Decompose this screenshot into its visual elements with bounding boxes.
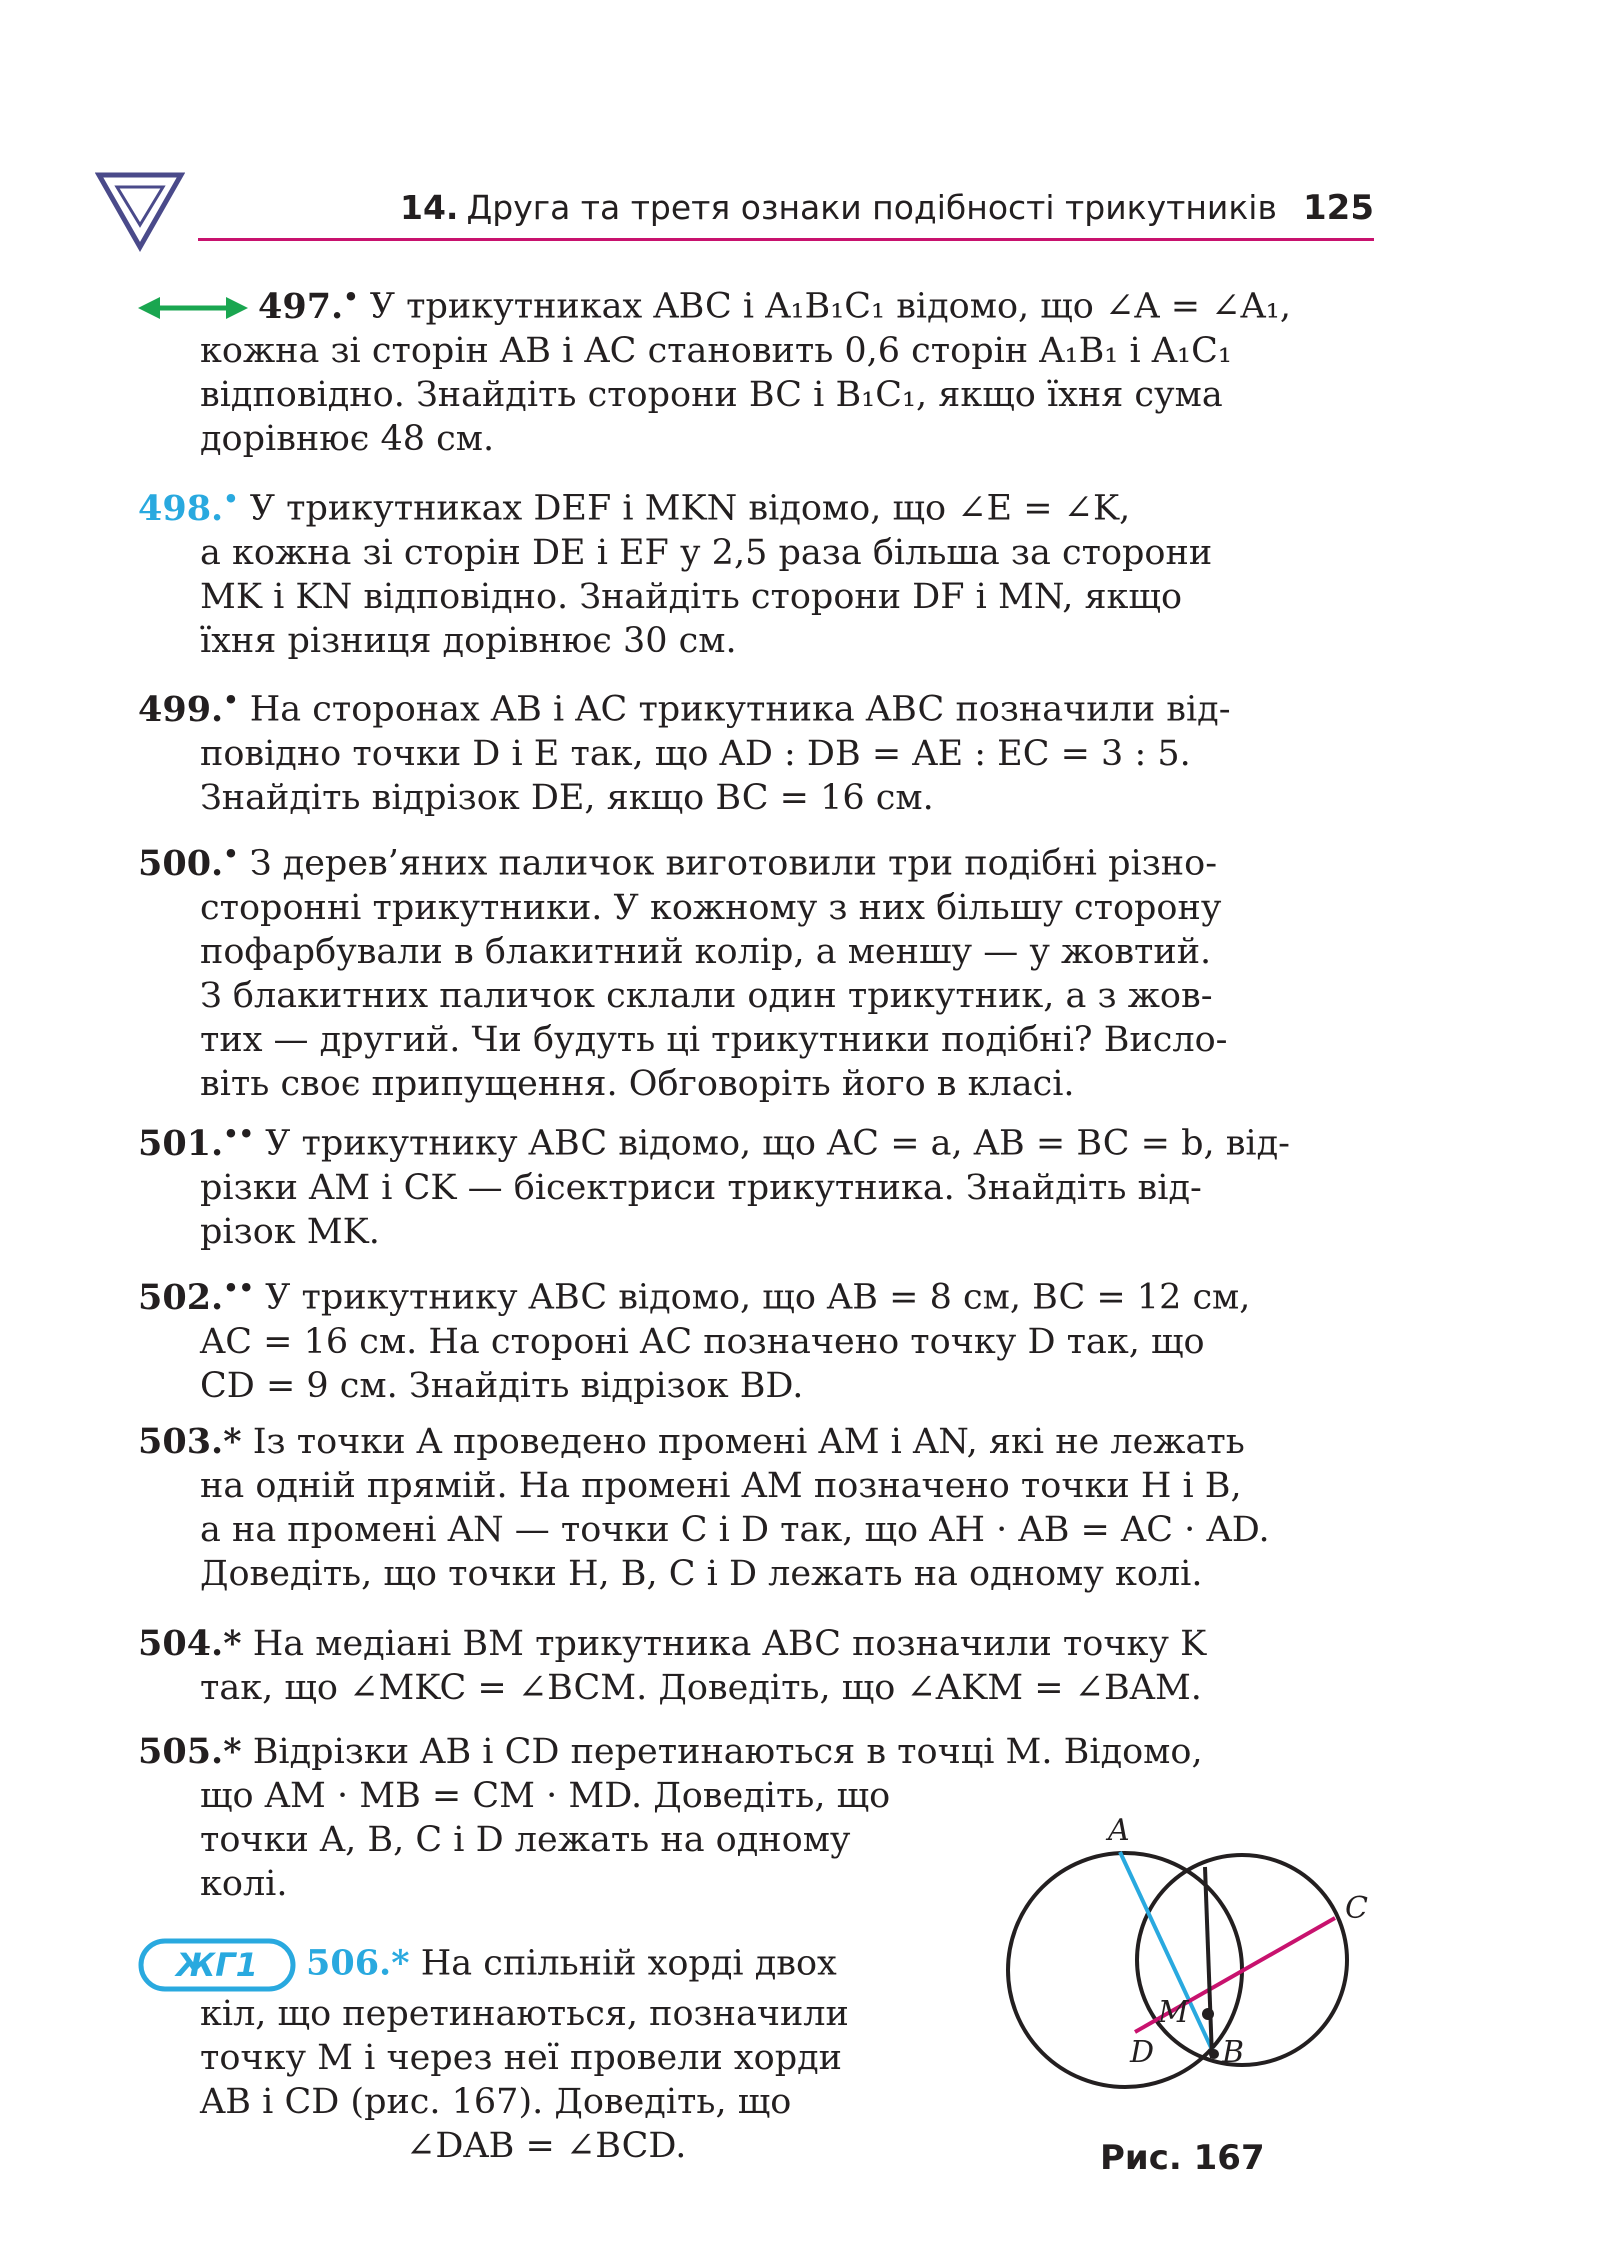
problem-500 [138, 832, 1374, 1106]
problem-number: 497.• [258, 282, 359, 327]
triangle-logo-icon [95, 165, 185, 255]
label-c: C [1345, 1891, 1368, 1926]
problem-text-line: а на промені AN — точки C і D так, що AH · AB = AC · AD. [200, 1510, 1270, 1550]
problem-number: 498.• [138, 484, 239, 529]
figure-caption: Рис. 167 [1100, 2138, 1265, 2178]
problem-text-line: На сторонах AB і AC трикутника ABC позначили від- [249, 689, 1231, 730]
jg1-badge-label: ЖГ1 [176, 1946, 258, 1984]
jg1-badge-icon [138, 1938, 296, 1992]
problem-text-line: З блакитних паличок склали один трикутник, а з жов- [200, 975, 1213, 1016]
label-b: B [1222, 2035, 1245, 2070]
problem-503 [138, 1420, 1374, 1596]
problem-number: 503.* [138, 1421, 242, 1462]
chapter-title [400, 188, 1277, 227]
problem-text-line: що AM · MB = CM · MD. Доведіть, що [200, 1776, 891, 1816]
point-m [1202, 2008, 1214, 2020]
problem-text-line: різок MK. [200, 1211, 380, 1252]
chapter-number: 14. [400, 188, 459, 227]
problem-text-line: тих — другий. Чи будуть ці трикутники подібні? Висло- [200, 1019, 1228, 1060]
problem-number: 506.* [306, 1942, 410, 1984]
double-arrow-icon [138, 295, 248, 321]
problem-text-line: ∠DAB = ∠BCD. [406, 2126, 687, 2166]
problem-text-line: пофарбували в блакитний колір, а меншу — у жовтий. [200, 931, 1212, 972]
problem-498 [138, 477, 1374, 663]
problem-501 [138, 1112, 1374, 1254]
problem-text-line: повідно точки D і E так, що AD : DB = AE : EC = 3 : 5. [200, 733, 1191, 774]
problem-text-line: на одній прямій. На промені AM позначено точки H і B, [200, 1466, 1242, 1506]
problem-text-line: Відрізки AB і CD перетинаються в точці M. Відомо, [252, 1732, 1203, 1772]
header-divider [198, 238, 1374, 241]
problem-text-line: AB і CD (рис. 167). Доведіть, що [200, 2082, 792, 2122]
problem-text-line: На спільній хорді двох [420, 1943, 837, 1984]
problem-text-line: У трикутниках DEF і MKN відомо, що ∠E = ∠K, [249, 488, 1131, 529]
problem-text-line: різки AM і CK — бісектриси трикутника. Знайдіть від- [200, 1167, 1202, 1208]
problem-text-line: У трикутниках ABC і A₁B₁C₁ відомо, що ∠A = ∠A₁, [369, 286, 1291, 327]
problem-text-line: дорівнює 48 см. [200, 418, 495, 459]
problem-text-line: У трикутнику ABC відомо, що AB = 8 см, BC = 12 см, [265, 1277, 1251, 1318]
problem-text-line: віть своє припущення. Обговоріть його в класі. [200, 1063, 1075, 1104]
label-m: M [1158, 1995, 1189, 2030]
problem-text-line: сторонні трикутники. У кожному з них більшу сторону [200, 887, 1222, 928]
problem-text-line: AC = 16 см. На стороні AC позначено точку D так, що [200, 1321, 1205, 1362]
problem-text-line: MK і KN відповідно. Знайдіть сторони DF і MN, якщо [200, 576, 1183, 617]
label-a: A [1108, 1813, 1130, 1848]
problem-text-line: відповідно. Знайдіть сторони BC і B₁C₁, якщо їхня сума [200, 374, 1223, 415]
problem-number: 499.• [138, 685, 239, 730]
label-d: D [1130, 2035, 1155, 2070]
problem-text-line: кожна зі сторін AB і AC становить 0,6 сторін A₁B₁ і A₁C₁ [200, 330, 1232, 371]
figure-167-diagram [1000, 1800, 1390, 2130]
problem-text-line: З дерев’яних паличок виготовили три подібні різно- [249, 843, 1218, 884]
problem-number: 500.• [138, 839, 239, 884]
problem-number: 505.* [138, 1731, 242, 1772]
problem-text-line: а кожна зі сторін DE і EF у 2,5 раза більша за сторони [200, 532, 1213, 573]
page-number: 125 [1303, 188, 1374, 228]
problem-text-line: На медіані BM трикутника ABC позначили точку K [252, 1624, 1207, 1664]
point-b [1209, 2049, 1219, 2059]
problem-text-line: кіл, що перетинаються, позначили [200, 1994, 849, 2034]
problem-text-line: CD = 9 см. Знайдіть відрізок BD. [200, 1365, 804, 1406]
problem-text-line: точку M і через неї провели хорди [200, 2038, 842, 2078]
problem-text-line: колі. [200, 1864, 288, 1904]
problem-number: 502.•• [138, 1273, 254, 1318]
problem-499 [138, 678, 1374, 820]
problem-text-line: У трикутнику ABC відомо, що AC = a, AB = BC = b, від- [265, 1123, 1291, 1164]
problem-497 [138, 275, 1374, 461]
problem-text-line: Доведіть, що точки H, B, C і D лежать на одному колі. [200, 1554, 1203, 1594]
common-chord [1205, 1867, 1212, 2058]
problem-number: 501.•• [138, 1119, 254, 1164]
problem-text-line: їхня різниця дорівнює 30 см. [200, 620, 737, 661]
problem-text-line: Із точки A проведено промені AM і AN, які не лежать [252, 1422, 1245, 1462]
problem-number: 504.* [138, 1623, 242, 1664]
problem-text-line: точки A, B, C і D лежать на одному [200, 1820, 851, 1860]
problem-502 [138, 1266, 1374, 1408]
problem-text-line: Знайдіть відрізок DE, якщо BC = 16 см. [200, 777, 934, 818]
problem-504 [138, 1622, 1374, 1710]
chapter-title-text: Друга та третя ознаки подібності трикутників [466, 188, 1277, 227]
problem-text-line: так, що ∠MKC = ∠BCM. Доведіть, що ∠AKM = ∠BAM. [200, 1668, 1202, 1708]
